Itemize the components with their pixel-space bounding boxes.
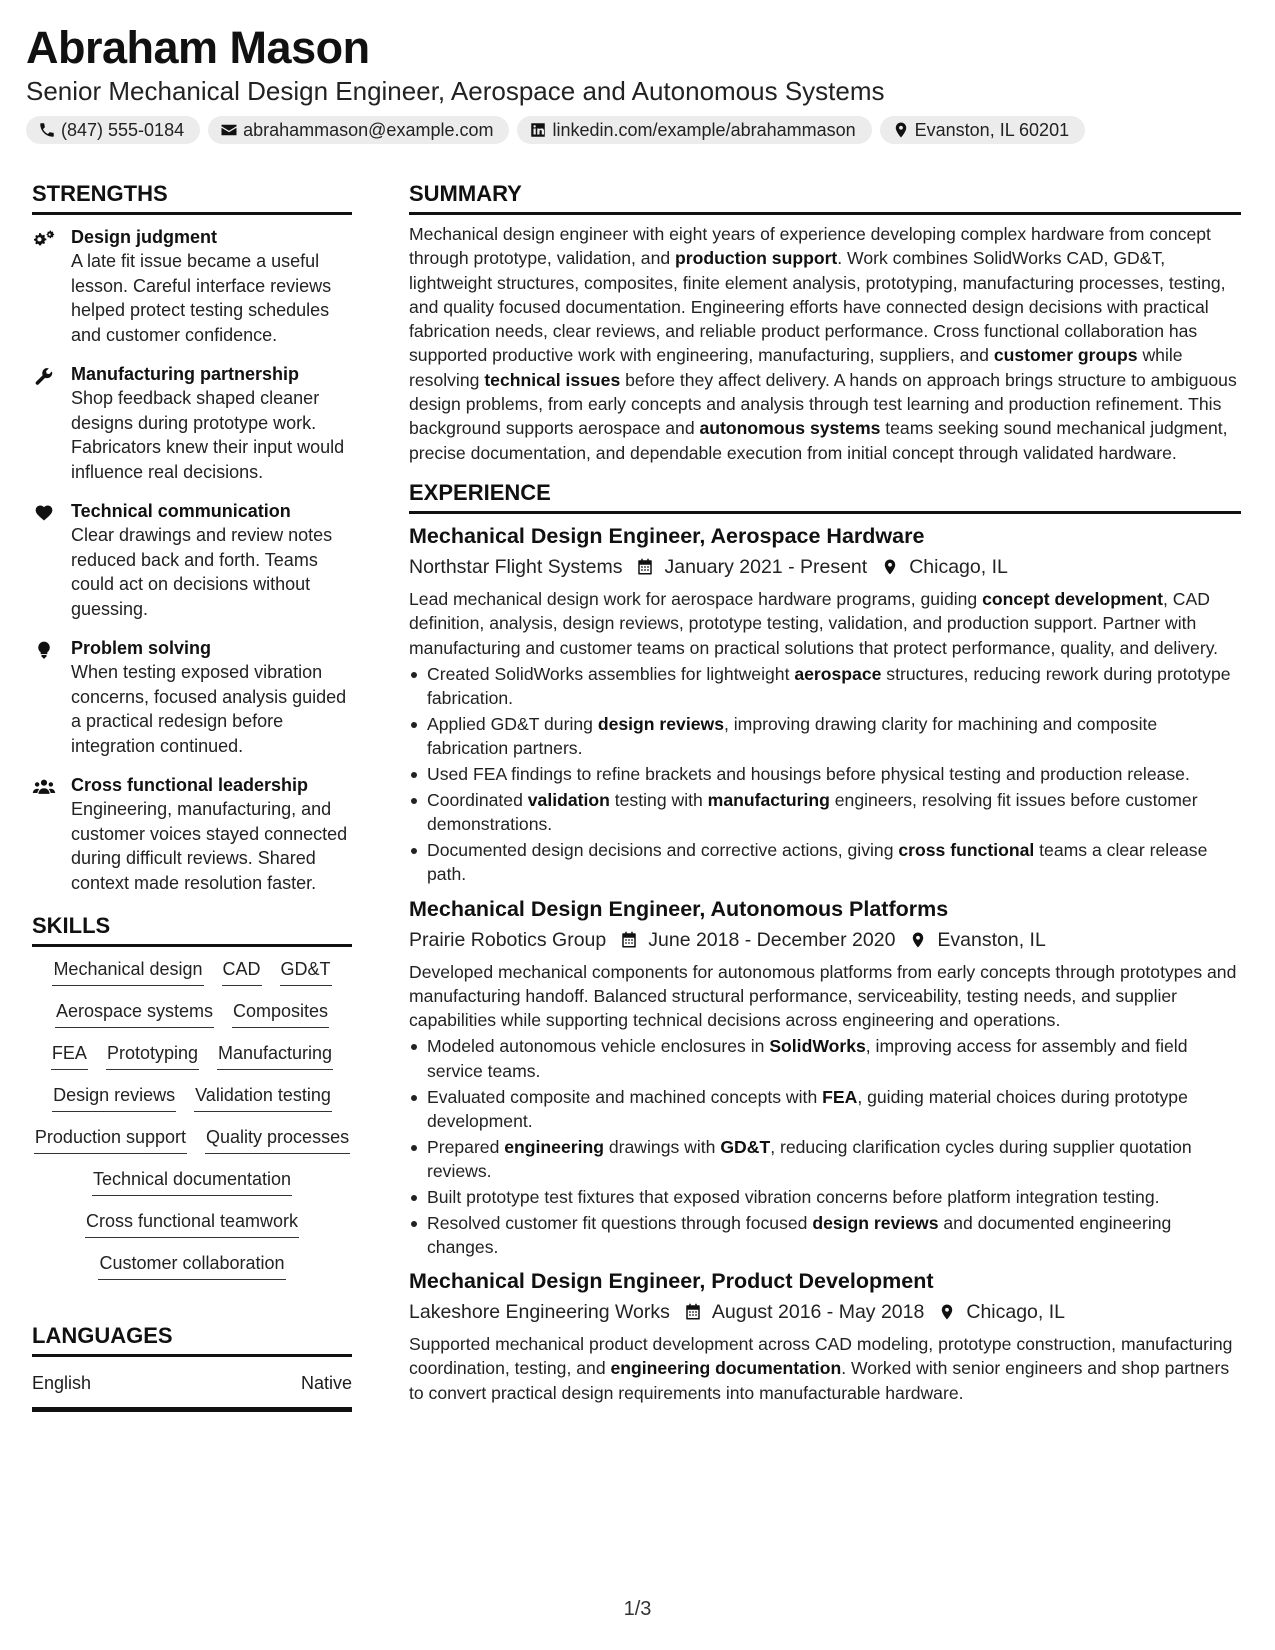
skill-tag: GD&T <box>280 957 332 986</box>
calendar-icon <box>636 557 654 577</box>
job-description: Lead mechanical design work for aerospace hardware programs, guiding concept development, CAD definition, analysis, design reviews, prototype testing, validation, and production support. Partner with manufacturing and customer teams on practical solutions that protect performance, quality, and delivery. <box>409 588 1219 658</box>
skill-tag: Quality processes <box>205 1125 350 1154</box>
emphasis-text: manufacturing <box>707 789 830 810</box>
emphasis-text: autonomous systems <box>699 418 881 439</box>
skill-tag: Technical documentation <box>92 1167 292 1196</box>
bullet-item: Prepared engineering drawings with GD&T, reducing clarification cycles during supplier quotation reviews. <box>409 1135 1241 1184</box>
job-meta <box>409 926 1241 954</box>
job-dates: June 2018 - December 2020 <box>648 928 896 951</box>
resume-header <box>26 22 1246 144</box>
job-meta <box>409 553 1241 581</box>
language-level: Native <box>300 1373 352 1393</box>
skills-section <box>32 910 352 1280</box>
skill-tag: Validation testing <box>194 1083 332 1112</box>
skill-tag: Production support <box>34 1125 187 1154</box>
experience-section <box>409 477 1241 1405</box>
strength-item <box>32 362 352 484</box>
skill-tag: Aerospace systems <box>55 999 214 1028</box>
strength-title: Problem solving <box>71 638 212 658</box>
emphasis-text: design reviews <box>597 713 724 734</box>
language-name: English <box>32 1373 92 1393</box>
skill-tag: Cross functional teamwork <box>85 1209 299 1238</box>
map-pin-icon <box>938 1302 956 1322</box>
strength-item <box>32 773 352 895</box>
bullet-item: Created SolidWorks assemblies for lightweight aerospace structures, reducing rework during prototype fabrication. <box>409 662 1241 711</box>
emphasis-text: SolidWorks <box>769 1036 866 1057</box>
phone-icon <box>38 121 56 139</box>
bullet-item: Built prototype test fixtures that exposed vibration concerns before platform integration testing. <box>409 1185 1241 1209</box>
strength-desc: Shop feedback shaped cleaner designs during prototype work. Fabricators knew their input would influence real decisions. <box>71 388 345 482</box>
bullet-item: Coordinated validation testing with manufacturing engineers, resolving fit issues before customer demonstrations. <box>409 788 1241 837</box>
strength-desc: When testing exposed vibration concerns, focused analysis guided a practical redesign before integration continued. <box>71 662 347 756</box>
wrench-icon <box>32 366 56 386</box>
map-pin-icon <box>909 930 927 950</box>
bullet-item: Documented design decisions and corrective actions, giving cross functional teams a clear release path. <box>409 838 1241 887</box>
skill-tag: Customer collaboration <box>98 1251 285 1280</box>
job-company: Northstar Flight Systems <box>409 555 623 578</box>
right-column <box>409 178 1241 1405</box>
left-column <box>32 178 352 1412</box>
emphasis-text: engineering documentation <box>610 1358 842 1379</box>
contact-bar <box>26 116 1246 144</box>
emphasis-text: engineering <box>504 1136 604 1157</box>
skill-tag: Composites <box>232 999 329 1028</box>
job-description: Developed mechanical components for autonomous platforms from early concepts through prototypes and manufacturing handoff. Balanced structural performance, serviceability, testing needs, and supplier capabilities while supporting technical decisions across engineering and operations. <box>409 961 1237 1031</box>
strength-item <box>32 225 352 347</box>
envelope-icon <box>220 121 238 139</box>
job-location: Chicago, IL <box>966 1301 1066 1324</box>
job-bullets <box>409 1034 1241 1259</box>
contact-linkedin-text: linkedin.com/example/abrahammason <box>552 119 856 140</box>
contact-phone[interactable] <box>26 116 200 144</box>
contact-email-text: abrahammason@example.com <box>243 119 494 140</box>
job-dates: August 2016 - May 2018 <box>711 1301 925 1324</box>
summary-text: Mechanical design engineer with eight years of experience developing complex hardware from concept through prototype, validation, and production support. Work combines SolidWorks CAD, GD&T, lightweight structures, composites, finite element analysis, prototyping, manufacturing processes, testing, and quality focused documentation. Engineering efforts have connected design decisions with practical fabrication needs, clear reviews, and reliable product performance. Cross functional collaboration has supported productive work with engineering, manufacturing, suppliers, and customer groups while resolving technical issues before they affect delivery. A hands on approach brings structure to ambiguous design problems, from early concepts and analysis through test learning and production refinement. This background supports aerospace and autonomous systems teams seeking sound mechanical judgment, precise documentation, and dependable execution from initial concept through validated hardware. <box>409 224 1237 463</box>
skill-tag: Manufacturing <box>217 1041 333 1070</box>
job-title: Mechanical Design Engineer, Aerospace Hardware <box>409 523 925 548</box>
emphasis-text: customer groups <box>993 345 1138 366</box>
strength-item <box>32 636 352 758</box>
job-location: Chicago, IL <box>909 555 1008 578</box>
skill-tag: CAD <box>222 957 262 986</box>
languages-heading: LANGUAGES <box>32 1320 352 1357</box>
emphasis-text: design reviews <box>812 1212 939 1233</box>
bullet-item: Evaluated composite and machined concepts with FEA, guiding material choices during prototype development. <box>409 1085 1241 1134</box>
skill-tag: Design reviews <box>52 1083 176 1112</box>
job-entry <box>409 1267 1241 1405</box>
contact-email[interactable] <box>208 116 509 144</box>
bullet-item: Resolved customer fit questions through focused design reviews and documented engineering changes. <box>409 1211 1241 1260</box>
lightbulb-icon <box>32 640 56 660</box>
skills-heading: SKILLS <box>32 910 352 947</box>
strength-desc: Clear drawings and review notes reduced back and forth. Teams could act on decisions without guessing. <box>71 525 333 619</box>
job-entry <box>409 522 1241 887</box>
heart-icon <box>32 503 56 523</box>
strengths-list <box>32 225 352 895</box>
summary-heading: SUMMARY <box>409 178 1241 215</box>
page-number: 1/3 <box>623 1598 652 1620</box>
job-dates: January 2021 - Present <box>664 555 868 578</box>
calendar-icon <box>684 1302 702 1322</box>
languages-section <box>32 1320 352 1412</box>
contact-location-text: Evanston, IL 60201 <box>914 119 1070 140</box>
job-title: Mechanical Design Engineer, Product Development <box>409 1269 934 1294</box>
bullet-item: Applied GD&T during design reviews, improving drawing clarity for machining and composite fabrication partners. <box>409 712 1241 761</box>
emphasis-text: technical issues <box>484 369 621 390</box>
strength-desc: A late fit issue became a useful lesson. Careful interface reviews helped protect testing schedules and customer confidence. <box>71 251 332 345</box>
job-bullets <box>409 662 1241 887</box>
users-icon <box>32 777 56 797</box>
experience-heading: EXPERIENCE <box>409 477 1241 514</box>
job-title: Mechanical Design Engineer, Autonomous Platforms <box>409 896 949 921</box>
bullet-item: Modeled autonomous vehicle enclosures in SolidWorks, improving access for assembly and field service teams. <box>409 1034 1241 1083</box>
strength-title: Technical communication <box>71 501 291 521</box>
strengths-heading: STRENGTHS <box>32 178 352 215</box>
strength-title: Manufacturing partnership <box>71 364 300 384</box>
strength-title: Design judgment <box>71 227 218 247</box>
strength-item <box>32 499 352 621</box>
strength-title: Cross functional leadership <box>71 775 309 795</box>
candidate-headline: Senior Mechanical Design Engineer, Aerospace and Autonomous Systems <box>26 76 885 106</box>
emphasis-text: concept development <box>982 588 1163 609</box>
emphasis-text: FEA <box>822 1086 858 1107</box>
strength-desc: Engineering, manufacturing, and customer voices stayed connected during difficult reviews. Shared context made resolution faster. <box>71 799 348 893</box>
skill-tag: Prototyping <box>106 1041 199 1070</box>
job-meta <box>409 1298 1241 1326</box>
bullet-item: Used FEA findings to refine brackets and housings before physical testing and production release. <box>409 762 1241 786</box>
language-row <box>32 1357 352 1412</box>
map-pin-icon <box>892 121 910 139</box>
gears-icon <box>32 229 56 249</box>
job-company: Lakeshore Engineering Works <box>409 1301 670 1324</box>
job-company: Prairie Robotics Group <box>409 928 607 951</box>
job-entry <box>409 895 1241 1260</box>
emphasis-text: validation <box>527 789 610 810</box>
job-description: Supported mechanical product development across CAD modeling, prototype construction, manufacturing coordination, testing, and engineering documentation. Worked with senior engineers and shop partners to convert practical design requirements into manufacturable hardware. <box>409 1334 1233 1403</box>
skill-tag: FEA <box>51 1041 88 1070</box>
skills-list <box>32 947 352 1280</box>
emphasis-text: production support <box>675 248 838 269</box>
calendar-icon <box>620 930 638 950</box>
job-location: Evanston, IL <box>937 928 1046 951</box>
contact-location <box>880 116 1085 144</box>
map-pin-icon <box>881 557 899 577</box>
emphasis-text: cross functional <box>898 839 1035 860</box>
linkedin-icon <box>529 121 547 139</box>
contact-linkedin[interactable] <box>517 116 871 144</box>
emphasis-text: GD&T <box>720 1136 771 1157</box>
emphasis-text: aerospace <box>794 663 882 684</box>
contact-phone-text: (847) 555-0184 <box>61 119 185 140</box>
skill-tag: Mechanical design <box>52 957 203 986</box>
candidate-name: Abraham Mason <box>26 22 370 73</box>
